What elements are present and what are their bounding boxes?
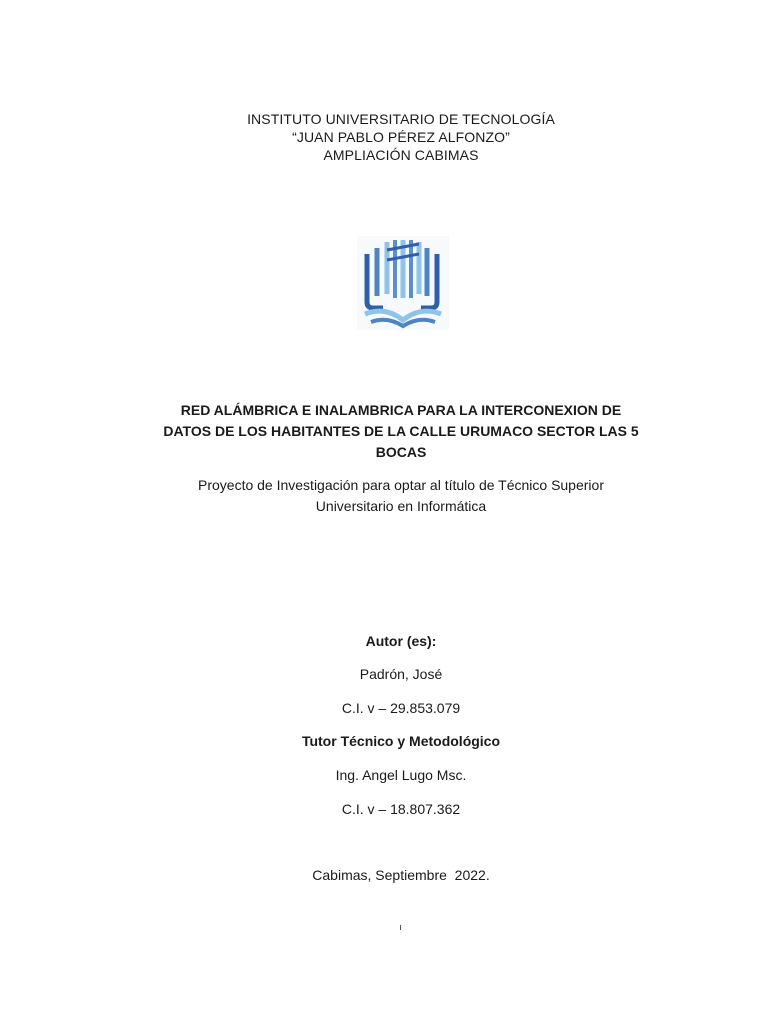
institution-campus: AMPLIACIÓN CABIMAS: [323, 147, 479, 163]
institution-name: INSTITUTO UNIVERSITARIO DE TECNOLOGÍA: [247, 111, 555, 127]
tutor-id: C.I. v – 18.807.362: [341, 801, 461, 817]
document-title-line-1: RED ALÁMBRICA E INALAMBRICA PARA LA INTERCONEXION DE: [180, 402, 622, 418]
tutor-heading: Tutor Técnico y Metodológico: [301, 733, 501, 749]
author-name: Padrón, José: [359, 666, 443, 682]
document-subtitle-line-1: Proyecto de Investigación para optar al título de Técnico Superior: [198, 477, 604, 493]
institution-logo-icon: [357, 236, 449, 330]
place-date: Cabimas, Septiembre 2022.: [312, 867, 490, 883]
tutor-name: Ing. Angel Lugo Msc.: [335, 767, 467, 783]
document-title-line-3: BOCAS: [375, 444, 427, 460]
document-subtitle-line-2: Universitario en Informática: [315, 498, 487, 514]
document-title-line-2: DATOS DE LOS HABITANTES DE LA CALLE URUMACO SECTOR LAS 5: [163, 423, 639, 439]
author-id: C.I. v – 29.853.079: [341, 700, 461, 716]
page-marker: [400, 925, 401, 930]
author-heading: Autor (es):: [365, 633, 437, 649]
institution-subname: “JUAN PABLO PÉREZ ALFONZO”: [292, 129, 510, 145]
